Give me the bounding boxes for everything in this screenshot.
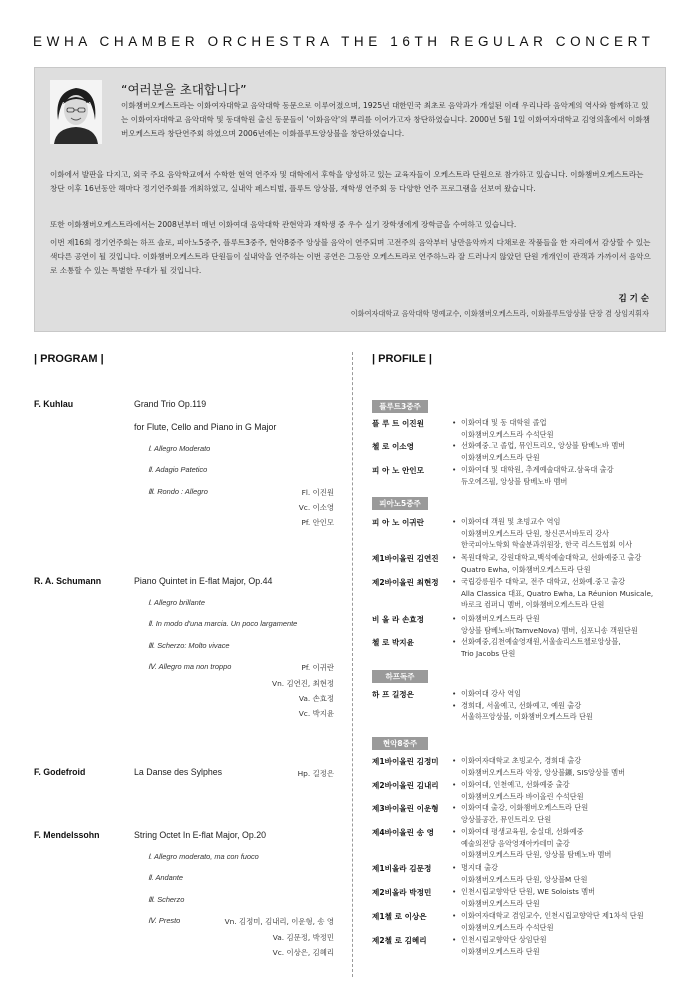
invitation-title: “여러분을 초대합니다” [121, 82, 247, 97]
movement: Ⅰ. Allegro moderato, ma con fuoco [148, 852, 259, 861]
movement: Ⅳ. Allegro ma non troppo [148, 662, 232, 671]
profile-name: 하 프 길정은 [372, 690, 414, 699]
profile-name: 첼 로 이소영 [372, 442, 414, 451]
profile-desc: • 이화여대 객원 및 초빙교수 역임 이화챔버오케스트라 단원, 창신콘서바토리 강사 한국피아노학회 학술분과위원장, 한국 리스트협회 이사 [452, 517, 633, 549]
profile-name: 제3바이올린 이운형 [372, 804, 439, 813]
profile-group-badge: 플루트3중주 [372, 400, 428, 413]
profile-group-badge: 피아노5중주 [372, 497, 428, 510]
profile-group-badge: 현악8중주 [372, 737, 428, 750]
movement: Ⅲ. Rondo : Allegro [148, 487, 208, 496]
concert-title: EWHA CHAMBER ORCHESTRA THE 16TH REGULAR CONCERT [33, 34, 655, 49]
profile-name: 첼 로 박지윤 [372, 638, 414, 647]
profile-name: 제2바이올린 최현정 [372, 578, 439, 587]
invitation-box [34, 67, 666, 332]
invitation-paragraph-2: 이화에서 발판을 다지고, 외국 주요 음악학교에서 수학한 현역 연주자 및 대학에서 후학을 양성하고 있는 교육자들이 오케스트라 단원으로 참가하고 있습니다. 이화챔버오케스트라는 창단 이후 16년동안 해마다 정기연주회를 개최하였고, 실내악 페스티벌, 플루트 앙상블, 재학생 연주회 등 다양한 연주 프로그램을 선보여 왔습니다. [50, 170, 644, 193]
profile-name: 비 올 라 손효정 [372, 615, 424, 624]
movement: Ⅲ. Scherzo: Molto vivace [148, 641, 230, 650]
composer-name: F. Mendelssohn [34, 830, 100, 840]
profile-desc: • 이화챔버오케스트라 단원 앙상블 탐베노바(TamveNova) 멤버, 심포니송 객원단원 [452, 614, 638, 635]
performer: Vc. 박지윤 [298, 709, 334, 718]
performer: Vc. 이상은, 김혜리 [272, 948, 334, 957]
movement: Ⅳ. Presto [148, 916, 181, 925]
profile-group-badge: 하프독주 [372, 670, 428, 683]
movement: Ⅲ. Scherzo [148, 895, 185, 904]
profile-desc: • 이화여자대학교 겸임교수, 인천시립교향악단 제1차석 단원 이화챔버오케스트라 수석단원 [452, 911, 644, 932]
profile-name: 제1비올라 김문정 [372, 864, 432, 873]
profile-name: 제2첼 로 김혜리 [372, 936, 427, 945]
profile-desc: • 목원대학교, 강원대학교,백석예술대학교, 선화예중고 출강 Quatro Ewha, 이화챔버오케스트라 단원 [452, 553, 642, 574]
work-title: Grand Trio Op.119 [134, 399, 207, 409]
profile-desc: • 인천시립교향악단 상임단원 이화챔버오케스트라 단원 [452, 935, 547, 956]
profile-heading: | PROFILE | [372, 353, 432, 365]
performer: Va. 손효정 [298, 694, 334, 703]
profile-desc: • 명지대 출강 이화챔버오케스트라 단원, 앙상블M 단원 [452, 863, 588, 884]
profile-desc: • 이화여대 및 대학원, 추계예술대학교.삼육대 출강 듀오에즈필, 앙상블 탐베노바 멤버 [452, 465, 614, 486]
profile-desc: • 이화여대 출강, 이화챔버오케스트라 단원 앙상블공간, 뮤인트리오 단원 [452, 803, 589, 824]
profile-desc: • 이화여자대학교 초빙교수, 경희대 출강 이화챔버오케스트라 악장, 앙상블鑛, SIS앙상블 멤버 [452, 756, 626, 777]
movement: Ⅱ. Andante [148, 873, 184, 882]
work-title: Piano Quintet in E-flat Major, Op.44 [134, 576, 273, 586]
performer: Vn. 김정미, 김내리, 이운형, 송 영 [224, 917, 334, 926]
movement: Ⅰ. Allegro Moderato [148, 444, 211, 453]
profile-desc: • 국립강릉원주 대학교, 전주 대학교, 선화예.중고 출강 Alla Classica 대표, Quatro Ewha, La Réunion Musicale, 바로크 컴퍼니 멤버, 이화챔버오케스트라 단원 [452, 577, 654, 609]
invitation-paragraph-3: 또한 이화챔버오케스트라에서는 2008년부터 매년 이화여대 음악대학 관현악과 재학생 중 우수 실기 장학생에게 장학금을 수여하고 있습니다. [50, 220, 517, 229]
profile-name: 피 아 노 안인모 [372, 466, 424, 475]
composer-name: R. A. Schumann [34, 576, 102, 586]
performer: Vc. 이소영 [298, 503, 334, 512]
profile-name: 제2비올라 박정민 [372, 888, 432, 897]
movement: Ⅱ. In modo d'una marcia. Un poco largamente [148, 619, 298, 628]
profile-name: 제1바이올린 김연진 [372, 554, 439, 563]
profile-name: 제2바이올린 김내리 [372, 781, 439, 790]
invitation-paragraph-4: 이번 제16회 정기연주회는 하프 솔로, 피아노5중주, 플루트3중주, 현악8중주 앙상블 음악이 연주되며 고전주의 음악부터 낭만음악까지 다채로운 작품들을 한 자리에서 감상할 수 있는 색다른 공연이 될 것입니다. 이화챔버오케스트라 단원들이 실내악을 연주하는 이번 공연은 그동안 오케스트라로 연주하느라 잘 드러나지 않았던 단원 개개인이 관객과 가까이서 음악으로 소통할 수 있는 특별한 무대가 될 것입니다. [50, 238, 651, 275]
profile-desc: • 선화예중,김천예술영재원,서울솔리스트첼로앙상블, Trio Jacobs 단원 [452, 637, 621, 658]
profile-desc: • 이화여대 및 동 대학원 졸업 이화챔버오케스트라 수석단원 [452, 418, 554, 439]
profile-desc: • 이화여대, 인천예고, 선화예중 출강 이화챔버오케스트라 바이올린 수석단원 [452, 780, 584, 801]
column-divider [352, 352, 353, 977]
performer: Va. 김문정, 박정민 [272, 933, 334, 942]
profile-desc: • 선화예중.고 졸업, 뮤인트리오, 앙상블 탐베노바 멤버 이화챔버오케스트라 단원 [452, 441, 626, 462]
work-subtitle: for Flute, Cello and Piano in G Major [134, 422, 277, 432]
profile-name: 제1첼 로 이상은 [372, 912, 427, 921]
profile-name: 피 아 노 이귀란 [372, 518, 424, 527]
performer: Pf. 이귀란 [301, 663, 334, 672]
profile-name: 제4바이올린 송 영 [372, 828, 434, 837]
work-title: String Octet In E-flat Major, Op.20 [134, 830, 267, 840]
performer: Fl. 이진원 [301, 488, 334, 497]
composer-name: F. Kuhlau [34, 399, 74, 409]
composer-name: F. Godefroid [34, 767, 86, 777]
performer: Hp. 길정은 [297, 769, 334, 778]
profile-desc: • 이화여대 강사 역임 • 경희대, 서울예고, 선화예고, 예원 출강 서울하프앙상블, 이화챔버오케스트라 단원 [452, 689, 593, 721]
program-heading: | PROGRAM | [34, 353, 104, 365]
director-photo [50, 80, 102, 144]
signature-role: 이화여자대학교 음악대학 명예교수, 이화챔버오케스트라, 이화플루트앙상블 단장 겸 상임지휘자 [350, 309, 649, 318]
profile-desc: • 인천시립교향악단 단원, WE Soloists 멤버 이화챔버오케스트라 단원 [452, 887, 596, 908]
performer: Vn. 김연진, 최현정 [272, 679, 334, 688]
movement: Ⅱ. Adagio Patetico [148, 465, 208, 474]
performer: Pf. 안인모 [301, 518, 334, 527]
movement: Ⅰ. Allegro brillante [148, 598, 205, 607]
invitation-paragraph-1: 이화챔버오케스트라는 이화여자대학교 음악대학 동문으로 이루어졌으며, 1925년 대한민국 최초로 음악과가 개설된 이래 우리나라 음악계의 역사와 함께하고 있는 이화여자대학교 음악대학 및 동대학원 출신 동문들이 '이화음악'의 뿌리를 이어가고자 창단하였습니다. 2000년 5월 1일 이화여자대학교 김영의홀에서 이화챔버오케스트라 창단연주회 하였으며 2006년에는 이화플루트앙상블을 창단하였습니다. [121, 101, 650, 138]
profile-name: 플 루 트 이진원 [372, 419, 424, 428]
profile-desc: • 이화여대 평생교육원, 숭실대, 선화예중 예술의전당 음악영재아카데미 출강 이화챔버오케스트라 단원, 앙상블 탐베노바 멤버 [452, 827, 612, 859]
work-title: La Danse des Sylphes [134, 767, 223, 777]
signature-name: 김 기 순 [618, 294, 649, 304]
profile-name: 제1바이올린 김정미 [372, 757, 439, 766]
